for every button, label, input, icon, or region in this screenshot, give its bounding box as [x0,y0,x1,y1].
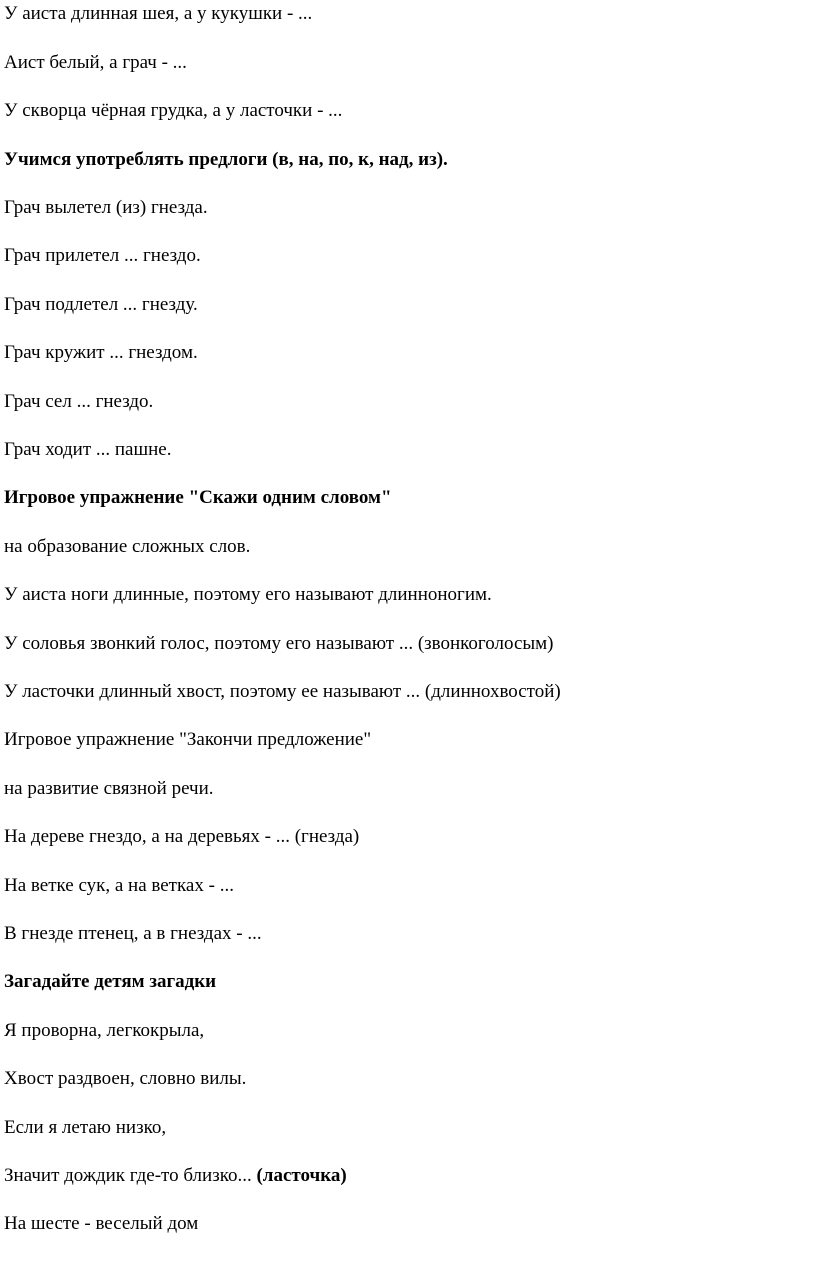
text-line: У соловья звонкий голос, поэтому его называют ... (звонкоголосым) [4,633,554,654]
text-line: У ласточки длинный хвост, поэтому ее называют ... (длиннохвостой) [4,681,561,702]
text-line: У аиста ноги длинные, поэтому его называют длинноногим. [4,584,492,605]
text-line: Грач прилетел ... гнездо. [4,245,201,266]
text-line: на развитие связной речи. [4,778,214,799]
text-line: Грач кружит ... гнездом. [4,342,198,363]
text-line: на образование сложных слов. [4,536,251,557]
riddle-line: Хвост раздвоен, словно вилы. [4,1068,247,1089]
section-heading: Игровое упражнение "Скажи одним словом" [4,487,392,508]
text-line: Грач вылетел (из) гнезда. [4,197,208,218]
riddle-text: Значит дождик где-то близко... [4,1165,252,1186]
section-heading: Учимся употреблять предлоги (в, на, по, к, над, из). [4,149,448,170]
text-line: Аист белый, а грач - ... [4,52,187,73]
text-line: На ветке сук, а на ветках - ... [4,875,234,896]
text-line: В гнезде птенец, а в гнездах - ... [4,923,262,944]
text-line: Грач сел ... гнездо. [4,391,154,412]
text-line: Игровое упражнение "Закончи предложение" [4,729,372,750]
text-line: У аиста длинная шея, а у кукушки - ... [4,3,313,24]
text-line: Грач подлетел ... гнезду. [4,294,198,315]
riddle-line: Я проворна, легкокрыла, [4,1020,205,1041]
text-line: У скворца чёрная грудка, а у ласточки - ... [4,100,343,121]
riddle-line: Если я летаю низко, [4,1117,167,1138]
text-line: На дереве гнездо, а на деревьях - ... (гнезда) [4,826,360,847]
riddle-answer: (ласточка) [256,1165,347,1186]
riddle-line [4,1164,347,1188]
section-heading: Загадайте детям загадки [4,971,217,992]
riddle-line: На шесте - веселый дом [4,1213,199,1234]
text-line: Грач ходит ... пашне. [4,439,172,460]
